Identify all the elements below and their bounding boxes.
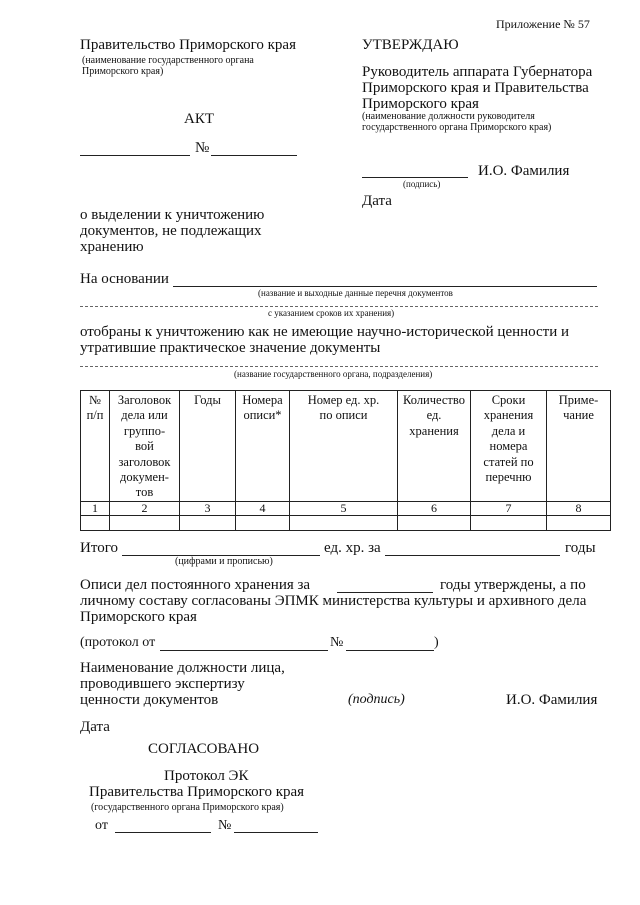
expert-line-2: проводившего экспертизу [80,676,245,692]
approval-position-2: Приморского края и Правительства [362,80,589,96]
basis-note-1: (название и выходные данные перечня документов [258,288,453,298]
protocol-number-sign: № [330,635,344,650]
approval-position-note-2: государственного органа Приморского края) [362,122,552,133]
agreed-protocol: Протокол ЭК [164,768,249,784]
protocol-open: (протокол от [80,635,156,650]
approval-position-3: Приморского края [362,96,479,112]
column-number: 4 [236,501,290,515]
agreed-date-line [115,832,211,833]
column-number: 8 [547,501,611,515]
header-number: № п/п [81,391,110,502]
totals-years-line [385,555,560,556]
totals-years: годы [565,540,596,556]
appendix-label: Приложение № 57 [496,17,590,31]
table-number-row [81,501,611,515]
act-number-line [211,155,297,156]
organization-name: Правительство Приморского края [80,37,296,53]
table-row [81,515,611,530]
agreed-note: (государственного органа Приморского края) [91,802,284,813]
inventory-text-3: Приморского края [80,609,197,625]
basis-line [173,286,597,287]
header-unit-number: Номер ед. хр. по описи [290,391,398,502]
inventory-text-1a: Описи дел постоянного хранения за [80,577,311,593]
basis-text-1: отобраны к уничтожению как не имеющие научно-исторической ценности и [80,324,570,340]
expert-name: И.О. Фамилия [506,692,598,708]
approval-date-label: Дата [362,193,392,209]
header-title: Заголовок дела или группо- вой заголовок докумен- тов [110,391,180,502]
basis-label: На основании [80,271,169,287]
expert-line-3: ценности документов [80,692,219,708]
expert-signature: (подпись) [348,692,405,707]
approval-position-note-1: (наименование должности руководителя [362,111,535,122]
column-number: 2 [110,501,180,515]
column-number: 7 [471,501,547,515]
approval-signature-note: (подпись) [403,179,441,189]
basis-note-3: (название государственного органа, подразделения) [234,369,433,379]
basis-text-2: утратившие практическое значение документы [80,340,381,356]
approval-signer-name: И.О. Фамилия [478,163,570,179]
approval-position-1: Руководитель аппарата Губернатора [362,64,593,80]
subject-line-2: документов, не подлежащих [80,223,262,239]
subject-line-1: о выделении к уничтожению [80,207,265,223]
subject-line-3: хранению [80,239,144,255]
totals-label: Итого [80,540,118,556]
protocol-close: ) [434,635,439,650]
act-number-sign: № [195,140,210,156]
documents-table [80,390,611,531]
expert-line-1: Наименование должности лица, [80,660,285,676]
approval-title: УТВЕРЖДАЮ [362,37,459,53]
header-notes: Приме- чание [547,391,611,502]
protocol-date-line [160,650,328,651]
organization-note-2: Приморского края) [82,66,164,77]
agreed-organization: Правительства Приморского края [89,784,305,800]
header-years: Годы [180,391,236,502]
header-inventory-numbers: Номера описи* [236,391,290,502]
act-title: АКТ [184,111,214,127]
header-quantity: Количество ед. хранения [398,391,471,502]
column-number: 6 [398,501,471,515]
inventory-text-1b: годы утверждены, а по [440,577,586,593]
inventory-text-2: личному составу согласованы ЭПМК министерства культуры и архивного дела [80,593,587,609]
basis-note-2: с указанием сроков их хранения) [268,308,395,318]
date-label: Дата [80,719,110,735]
column-number: 3 [180,501,236,515]
agreed-number-sign: № [218,818,232,833]
basis-second-line [80,306,598,307]
protocol-number-line [346,650,434,651]
totals-note: (цифрами и прописью) [175,556,273,567]
header-retention: Сроки хранения дела и номера статей по перечню [471,391,547,502]
act-date-line [80,155,190,156]
agreed-title: СОГЛАСОВАНО [148,741,260,757]
table-header-row [81,391,611,502]
agreed-from-label: от [95,818,108,833]
organization-note-1: (наименование государственного органа [82,55,254,66]
department-line [80,366,598,367]
approval-signature-line [362,177,468,178]
totals-units: ед. хр. за [324,540,381,556]
column-number: 5 [290,501,398,515]
agreed-number-line [234,832,318,833]
column-number: 1 [81,501,110,515]
